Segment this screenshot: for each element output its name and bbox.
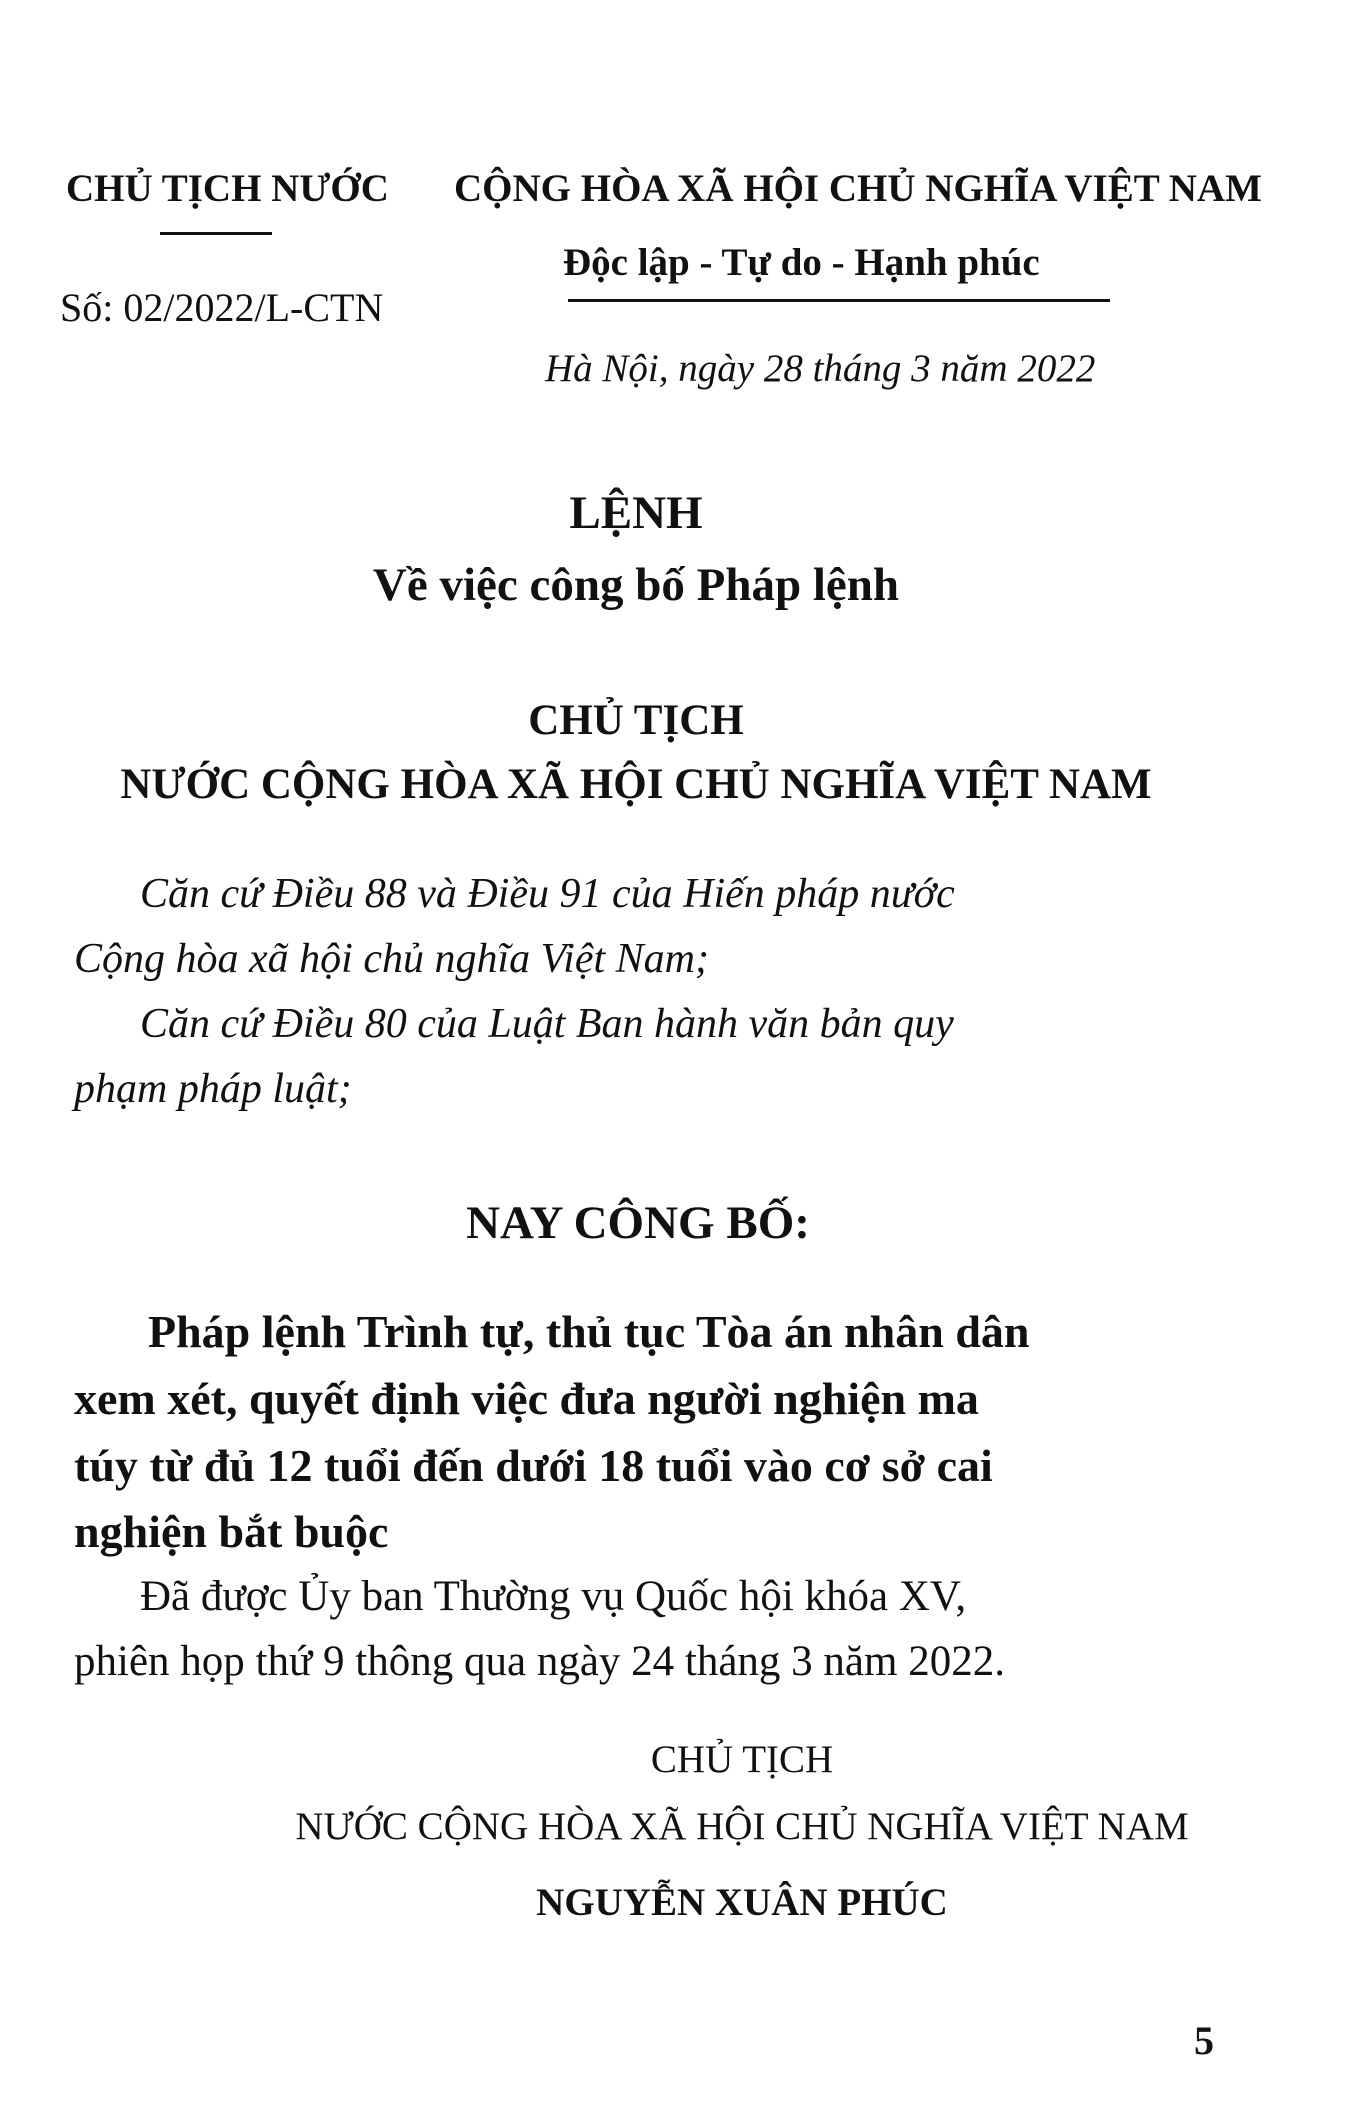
signatory-title: CHỦ TỊCH (650, 1738, 834, 1781)
announcement-heading: NAY CÔNG BỐ: (466, 1197, 810, 1249)
motto-underline (568, 299, 1110, 302)
ordinance-title-line: nghiện bắt buộc (74, 1506, 389, 1557)
legal-basis-1-continued: Cộng hòa xã hội chủ nghĩa Việt Nam; (74, 936, 709, 982)
signatory-office: NƯỚC CỘNG HÒA XÃ HỘI CHỦ NGHĨA VIỆT NAM (295, 1805, 1189, 1848)
issuer-underline (160, 232, 272, 235)
signatory-name: NGUYỄN XUÂN PHÚC (536, 1881, 948, 1924)
ordinance-title-line: xem xét, quyết định việc đưa người nghiện ma (74, 1373, 979, 1424)
issuer-name: CHỦ TỊCH NƯỚC (66, 167, 389, 210)
legal-basis-1: Căn cứ Điều 88 và Điều 91 của Hiến pháp nước (140, 871, 955, 917)
authority-office: NƯỚC CỘNG HÒA XÃ HỘI CHỦ NGHĨA VIỆT NAM (120, 761, 1152, 808)
document-type: LỆNH (569, 487, 703, 539)
legal-basis-2: Căn cứ Điều 80 của Luật Ban hành văn bản quy (140, 1001, 954, 1047)
authority-title: CHỦ TỊCH (528, 697, 744, 744)
ordinance-title-line: Pháp lệnh Trình tự, thủ tục Tòa án nhân dân (148, 1306, 1030, 1357)
national-motto: Độc lập - Tự do - Hạnh phúc (563, 241, 1040, 284)
ordinance-title-line: túy từ đủ 12 tuổi đến dưới 18 tuổi vào cơ sở cai (74, 1440, 993, 1491)
document-number: Số: 02/2022/L-CTN (60, 285, 384, 330)
adoption-note-line: Đã được Ủy ban Thường vụ Quốc hội khóa XV, (140, 1573, 967, 1620)
page-number: 5 (1194, 2018, 1214, 2063)
legal-basis-2-continued: phạm pháp luật; (74, 1066, 352, 1112)
national-title: CỘNG HÒA XÃ HỘI CHỦ NGHĨA VIỆT NAM (454, 167, 1262, 210)
adoption-note-line: phiên họp thứ 9 thông qua ngày 24 tháng 3 năm 2022. (74, 1638, 1005, 1685)
place-and-date: Hà Nội, ngày 28 tháng 3 năm 2022 (545, 347, 1096, 390)
document-subject: Về việc công bố Pháp lệnh (372, 559, 900, 611)
